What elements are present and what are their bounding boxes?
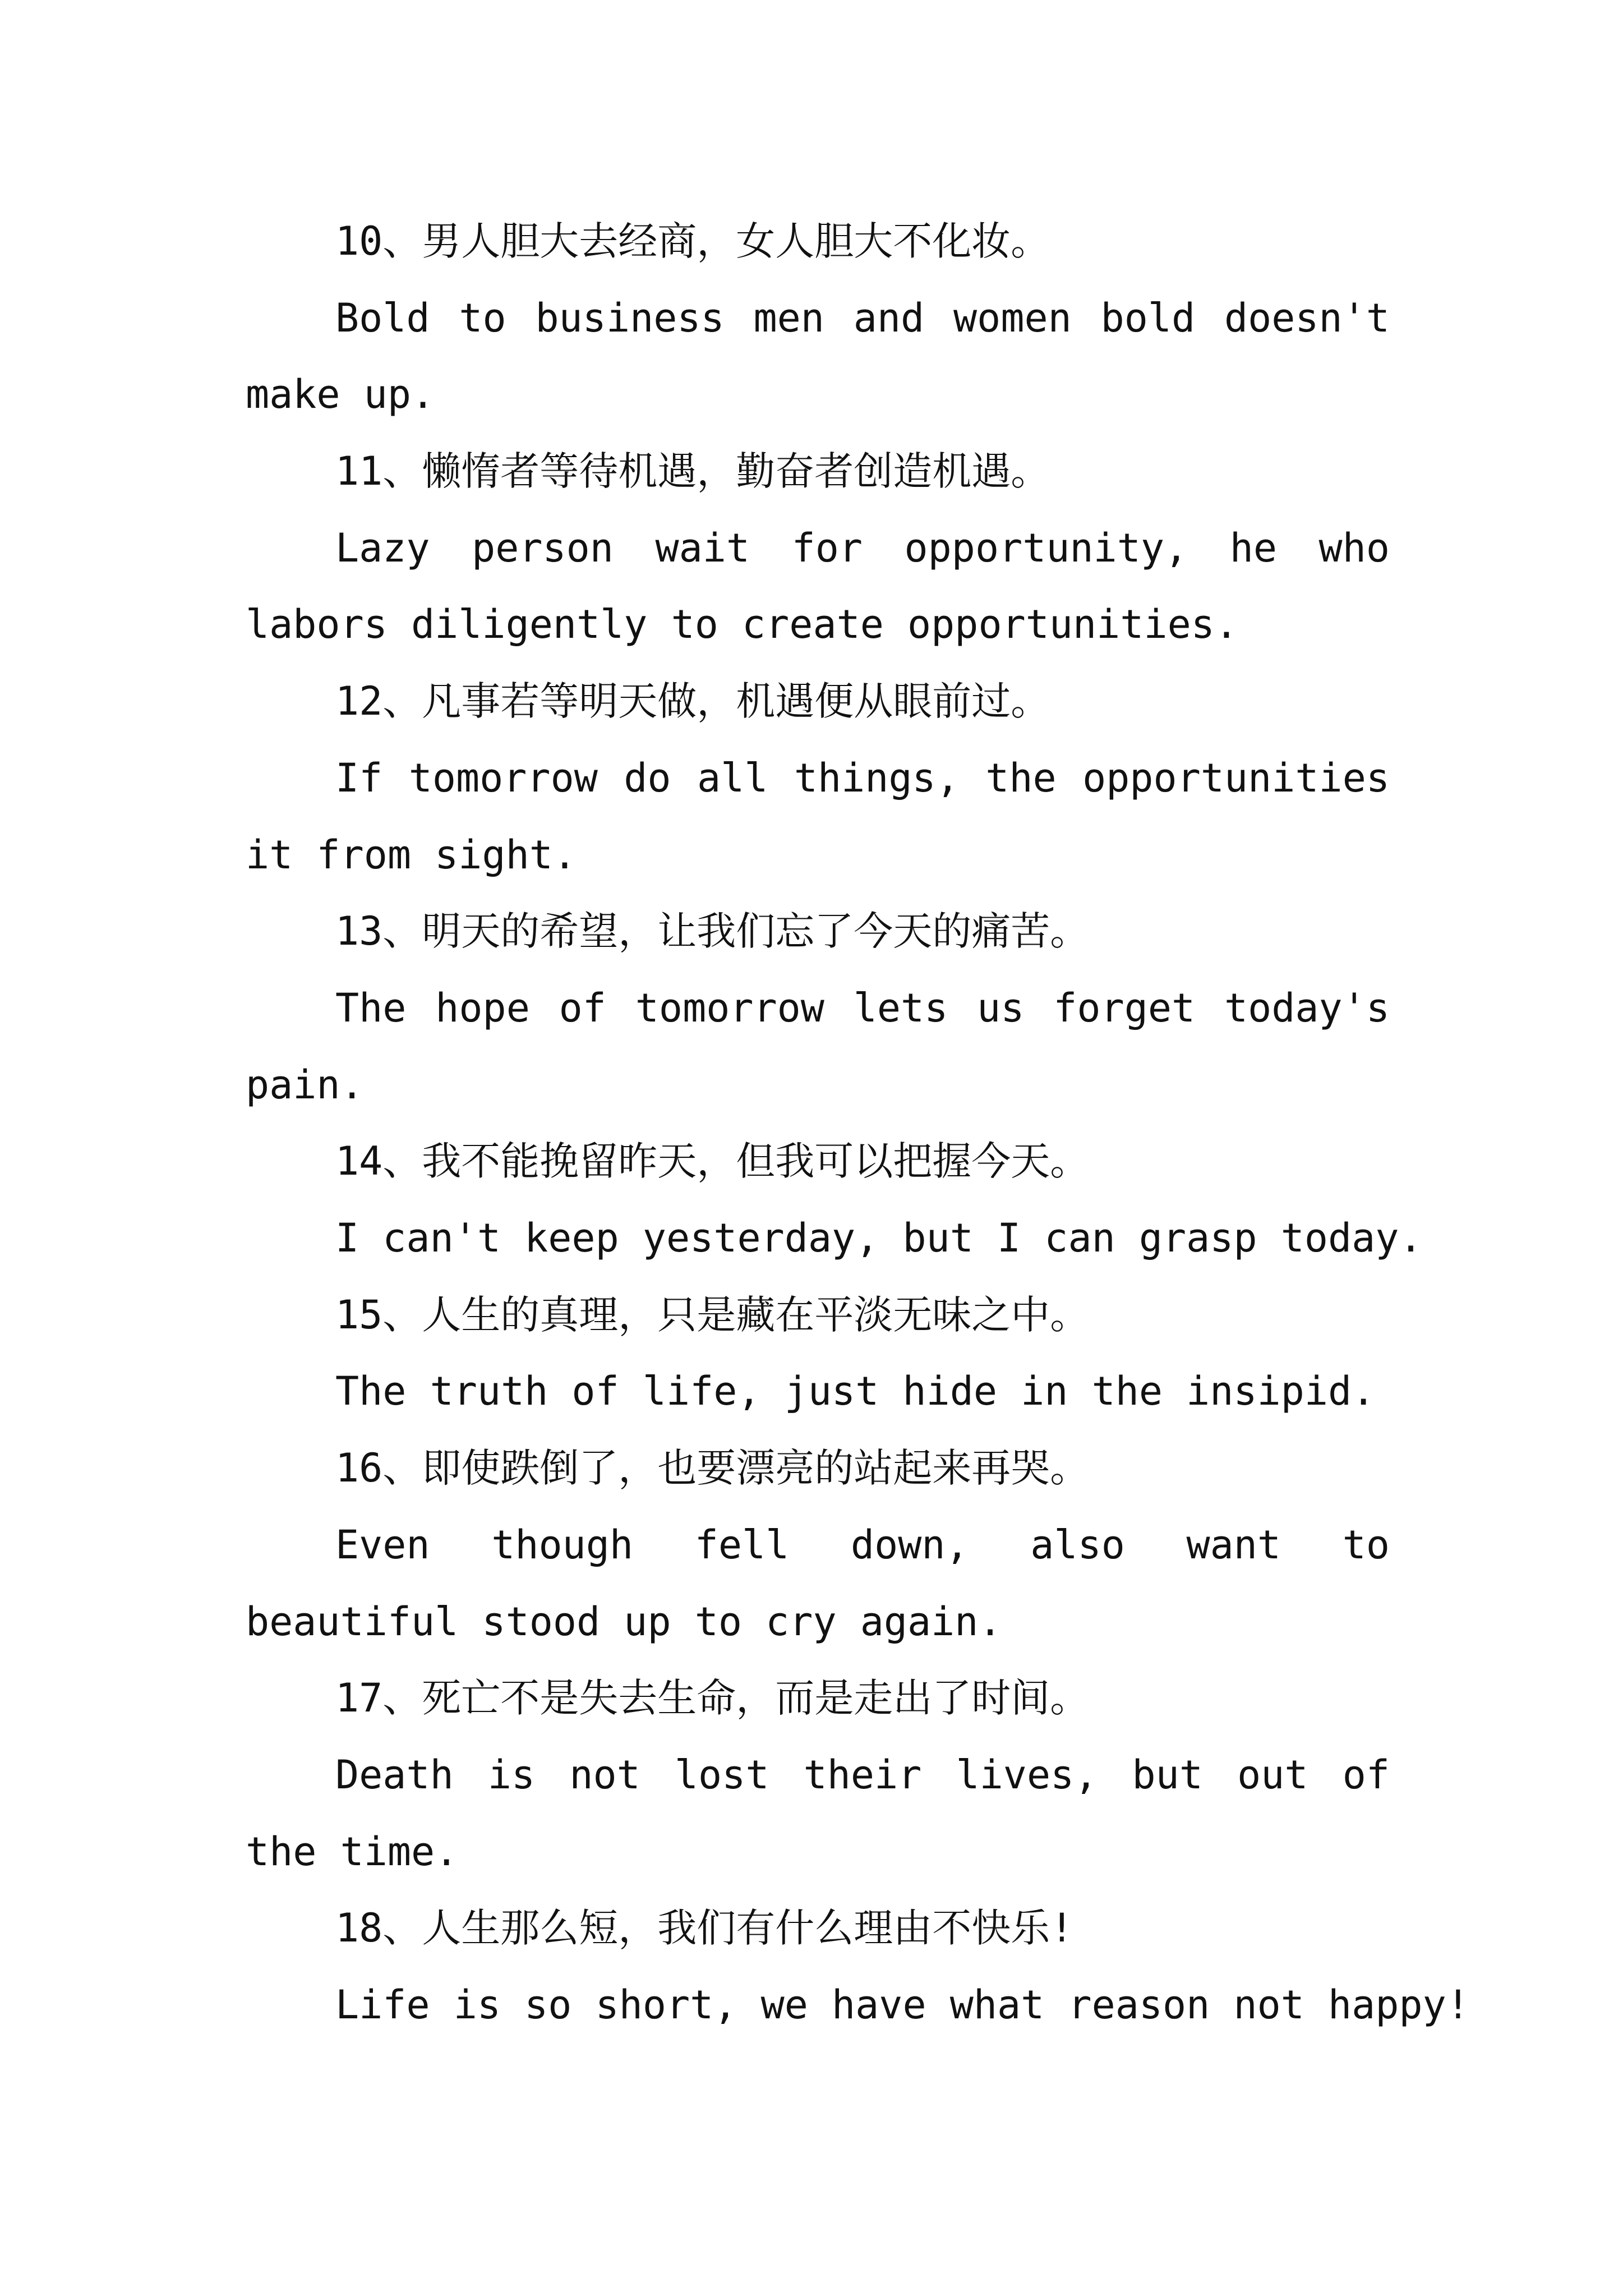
quote-12-chinese: 12、凡事若等明天做，机遇便从眼前过。: [335, 678, 1050, 725]
quote-14-english: I can't keep yesterday, but I can grasp today.: [335, 1215, 1423, 1262]
quote-17-chinese: 17、死亡不是失去生命，而是走出了时间。: [335, 1675, 1090, 1722]
quote-17-english: Death is not lost their lives, but out of the time.: [246, 1751, 1390, 1875]
quote-13-english: The hope of tomorrow lets us forget today's pain.: [246, 984, 1390, 1108]
quote-13-chinese: 13、明天的希望，让我们忘了今天的痛苦。: [335, 908, 1090, 955]
quote-15-chinese: 15、人生的真理，只是藏在平淡无味之中。: [335, 1291, 1090, 1338]
quote-10-chinese: 10、男人胆大去经商，女人胆大不化妆。: [335, 218, 1050, 264]
quote-16-chinese: 16、即使跌倒了，也要漂亮的站起来再哭。: [335, 1445, 1090, 1492]
quote-18-english: Life is so short, we have what reason not happy!: [335, 1982, 1470, 2028]
quote-10-english: Bold to business men and women bold doesn't make up.: [246, 295, 1390, 418]
quote-18-chinese: 18、人生那么短，我们有什么理由不快乐!: [335, 1905, 1074, 1952]
quote-11-english: Lazy person wait for opportunity, he who labors diligently to create opportunities.: [246, 524, 1390, 648]
quote-14-chinese: 14、我不能挽留昨天，但我可以把握今天。: [335, 1138, 1090, 1185]
quote-15-english: The truth of life, just hide in the insipid.: [335, 1368, 1376, 1415]
quote-list: [246, 203, 1470, 2044]
quote-16-english: Even though fell down, also want to beautiful stood up to cry again.: [246, 1521, 1390, 1645]
quote-12-english: If tomorrow do all things, the opportunities it from sight.: [246, 754, 1390, 878]
quote-11-chinese: 11、懒惰者等待机遇，勤奋者创造机遇。: [335, 448, 1050, 495]
